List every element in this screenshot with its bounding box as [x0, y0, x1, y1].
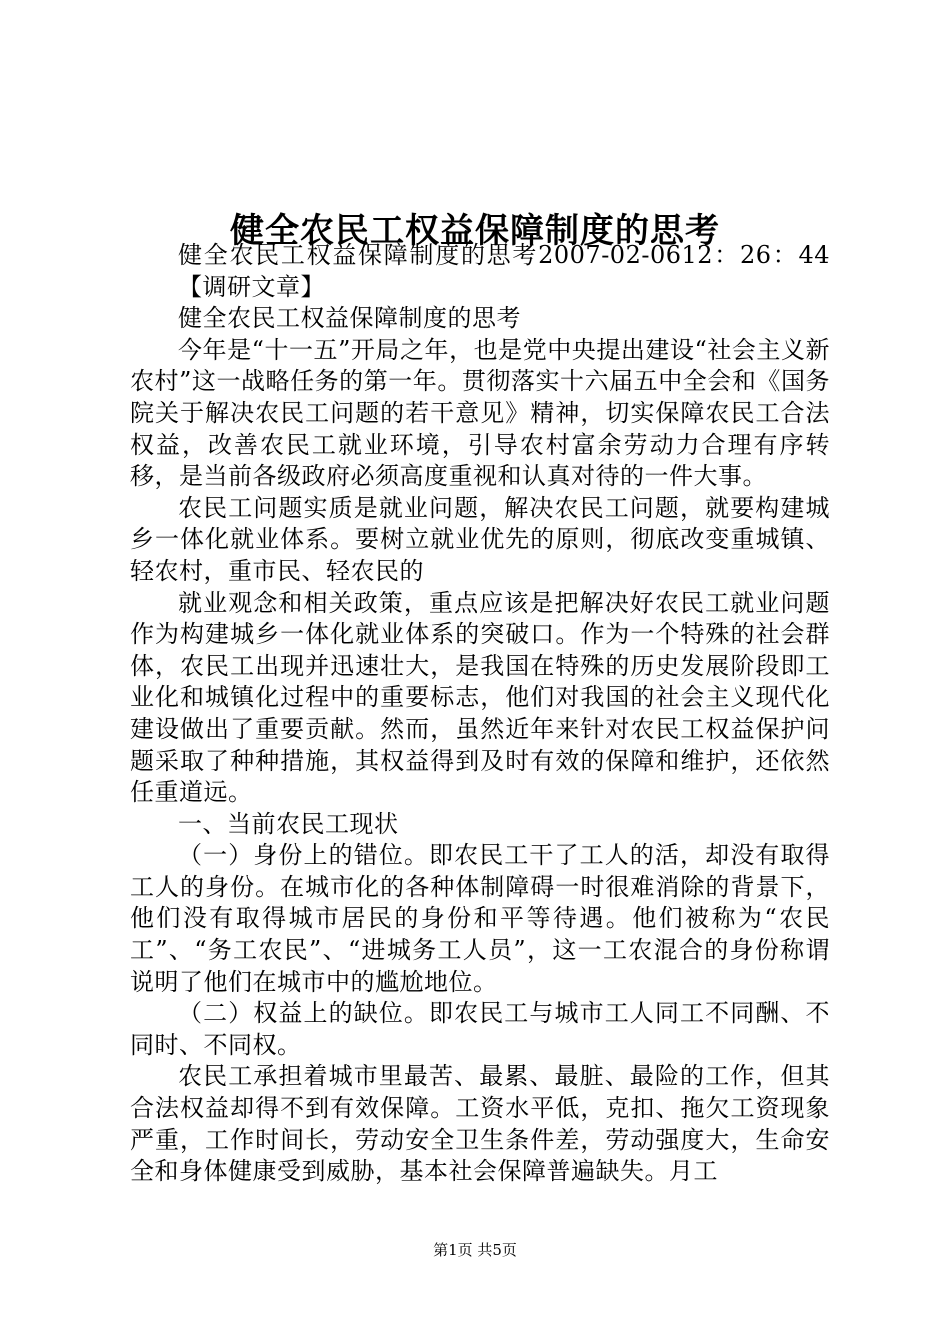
article-subtitle: 健全农民工权益保障制度的思考: [178, 304, 521, 333]
section-heading-current-status: 一、当前农民工现状: [178, 809, 399, 838]
paragraph-employment-continued: 就业观念和相关政策，重点应该是把解决好农民工就业问题作为构建城乡一体化就业体系的突破口。作为一个特殊的社会群体，农民工出现并迅速壮大，是我国在特殊的历史发展阶段即工业化和城镇化过程中的重要标志，他们对我国的社会主义现代化建设做出了重要贡献。然而，虽然近年来针对农民工权益保护问题采取了种种措施，其权益得到及时有效的保障和维护，还依然任重道远。: [130, 588, 830, 807]
paragraph-working-conditions: 农民工承担着城市里最苦、最累、最脏、最险的工作，但其合法权益却得不到有效保障。工资水平低，克扣、拖欠工资现象严重，工作时间长，劳动安全卫生条件差，劳动强度大，生命安全和身体健康受到威胁，基本社会保障普遍缺失。月工: [130, 1062, 830, 1186]
paragraph-intro: 今年是“十一五”开局之年，也是党中央提出建设“社会主义新农村”这一战略任务的第一年。贯彻落实十六届五中全会和《国务院关于解决农民工问题的若干意见》精神，切实保障农民工合法权益，改善农民工就业环境，引导农村富余劳动力合理有序转移，是当前各级政府必须高度重视和认真对待的一件大事。: [130, 335, 830, 491]
page-number-footer: 第1页 共5页: [433, 1241, 517, 1259]
paragraph-rights-absence: （二）权益上的缺位。即农民工与城市工人同工不同酬、不同时、不同权。: [130, 999, 830, 1059]
document-title: 健全农民工权益保障制度的思考: [230, 210, 720, 251]
article-meta-line: 健全农民工权益保障制度的思考2007-02-0612：26：44【调研文章】: [178, 241, 830, 301]
paragraph-identity-mismatch: （一）身份上的错位。即农民工干了工人的活，却没有取得工人的身份。在城市化的各种体制障碍一时很难消除的背景下，他们没有取得城市居民的身份和平等待遇。他们被称为“农民工”、“务工农民”、“进城务工人员”，这一工农混合的身份称谓说明了他们在城市中的尴尬地位。: [130, 841, 830, 996]
paragraph-employment: 农民工问题实质是就业问题，解决农民工问题，就要构建城乡一体化就业体系。要树立就业优先的原则，彻底改变重城镇、轻农村，重市民、轻农民的: [130, 493, 830, 585]
document-body: [130, 240, 830, 1188]
